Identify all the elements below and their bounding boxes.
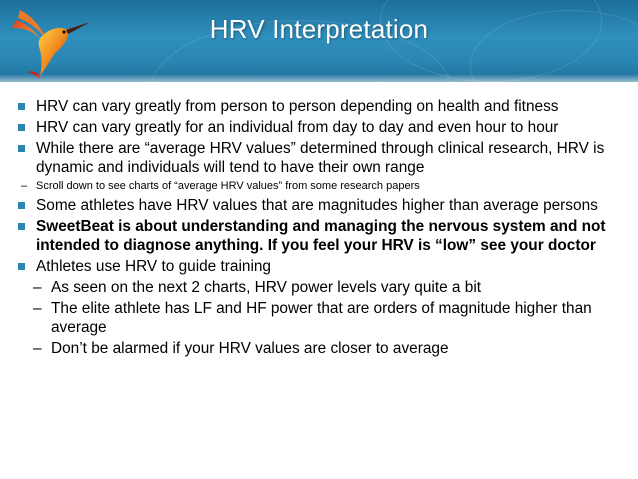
sub-bullet-text: Scroll down to see charts of “average HRV values” from some research papers <box>36 180 420 192</box>
sub-bullet-item <box>18 278 623 297</box>
square-bullet-icon <box>18 124 25 131</box>
sub-bullet-item <box>18 179 623 193</box>
sub-bullet-item <box>18 339 623 358</box>
bullet-item <box>18 118 623 137</box>
bullet-text: While there are “average HRV values” determined through clinical research, HRV is dynamic and individuals will tend to have their own range <box>36 140 605 176</box>
dash-bullet-icon: – <box>21 180 28 192</box>
bullet-text: Athletes use HRV to guide training <box>36 258 271 275</box>
sub-bullet-text: As seen on the next 2 charts, HRV power levels vary quite a bit <box>51 279 482 296</box>
dash-bullet-icon: – <box>33 340 42 357</box>
square-bullet-icon <box>18 223 25 230</box>
bullet-text: Some athletes have HRV values that are magnitudes higher than average persons <box>36 197 598 214</box>
dash-bullet-icon: – <box>33 279 42 296</box>
sub-bullet-item <box>18 299 623 337</box>
bullet-item <box>18 139 623 177</box>
slide-title: HRV Interpretation <box>209 14 429 44</box>
bullet-text: HRV can vary greatly for an individual from day to day and even hour to hour <box>36 119 559 136</box>
bullet-item <box>18 196 623 215</box>
bullet-text: SweetBeat is about understanding and managing the nervous system and not intended to diagnose anything. If you feel your HRV is “low” see your doctor <box>36 218 606 254</box>
bullet-list <box>18 97 623 360</box>
bullet-item <box>18 97 623 116</box>
sub-bullet-text: Don’t be alarmed if your HRV values are closer to average <box>51 340 449 357</box>
bullet-text: HRV can vary greatly from person to person depending on health and fitness <box>36 98 559 115</box>
square-bullet-icon <box>18 202 25 209</box>
sub-bullet-text: The elite athlete has LF and HF power that are orders of magnitude higher than average <box>51 300 592 336</box>
square-bullet-icon <box>18 263 25 270</box>
square-bullet-icon <box>18 145 25 152</box>
slide-header <box>0 0 638 82</box>
square-bullet-icon <box>18 103 25 110</box>
dash-bullet-icon: – <box>33 300 42 317</box>
bullet-item <box>18 257 623 276</box>
bullet-item <box>18 217 623 255</box>
